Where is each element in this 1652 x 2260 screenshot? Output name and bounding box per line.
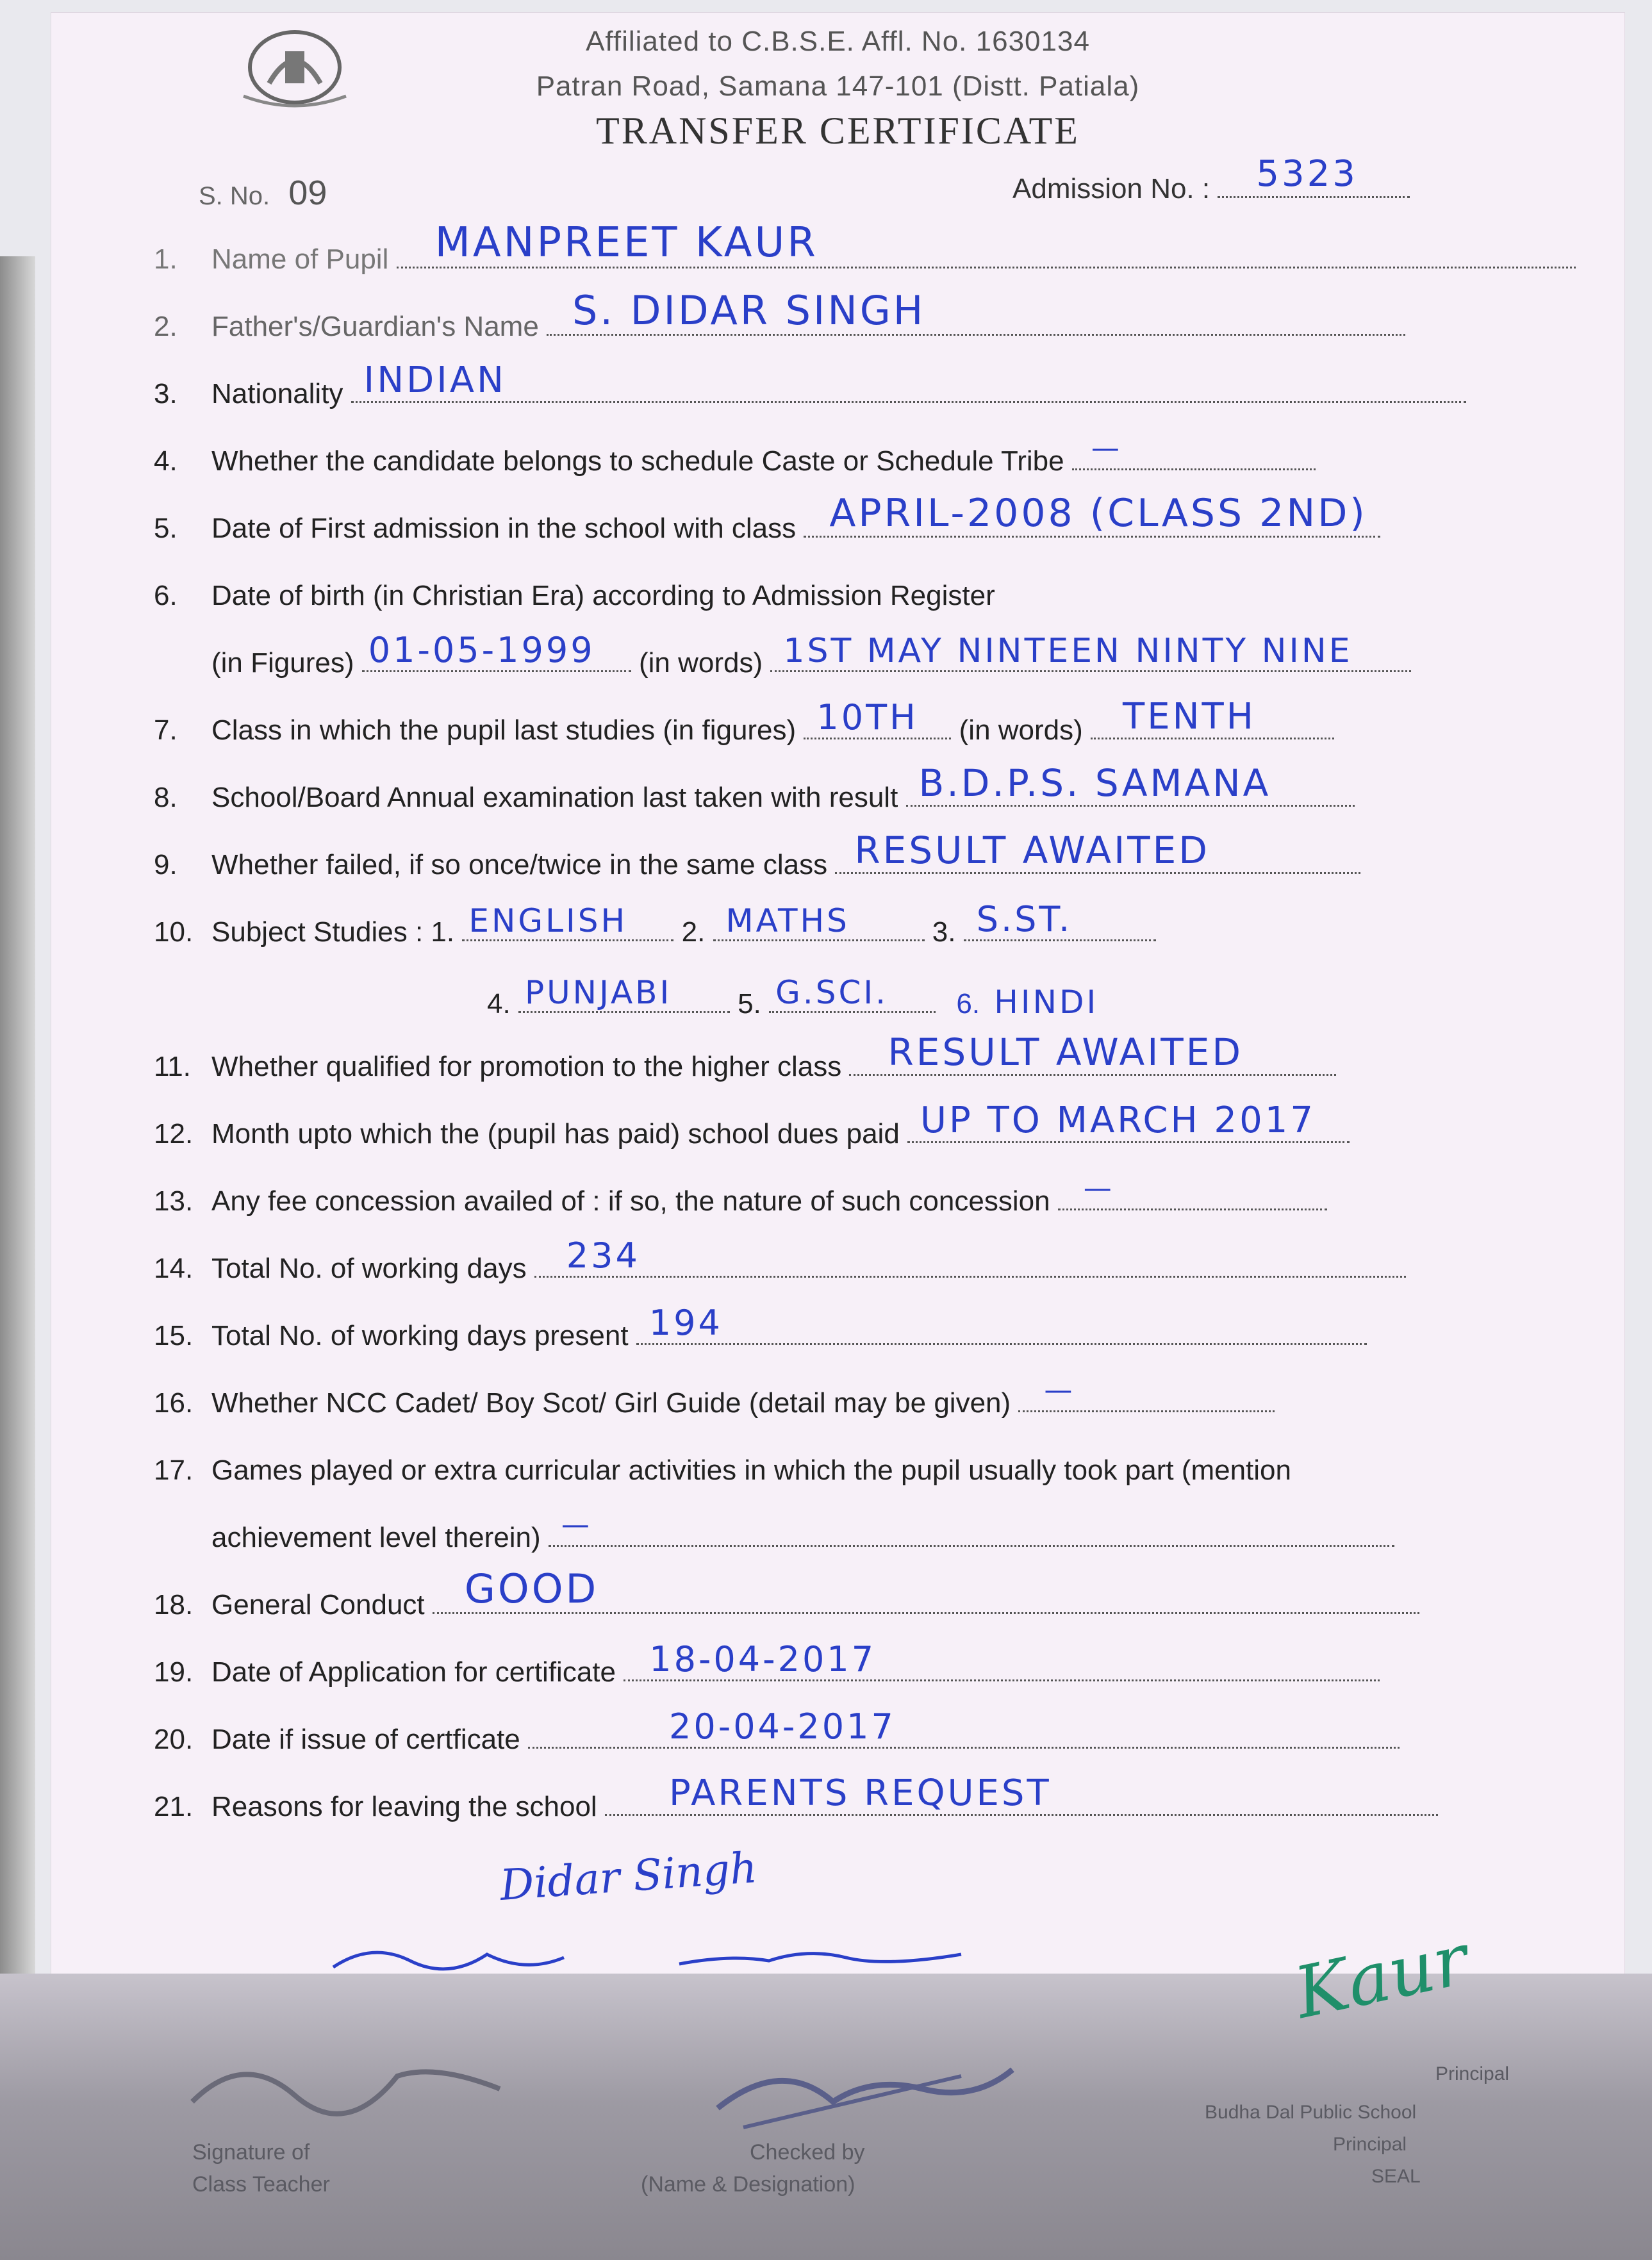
- field-label: Total No. of working days present: [211, 1320, 629, 1351]
- principal-signature: Kaur: [1287, 1918, 1475, 2034]
- class-teacher-label: Signature of: [192, 2140, 310, 2165]
- failed-value: RESULT AWAITED: [854, 829, 1210, 872]
- field-label: Date of First admission in the school with class: [211, 513, 797, 544]
- father-name-value: S. DIDAR SINGH: [572, 287, 926, 334]
- subject-1-value: ENGLISH: [468, 902, 628, 939]
- principal-stamp: Principal: [1333, 2134, 1407, 2155]
- field-row-concession: 13. Any fee concession availed of : if so, the nature of such concession —: [154, 1185, 1327, 1217]
- field-row-conduct: 18. General Conduct GOOD: [154, 1589, 1419, 1621]
- field-label: Games played or extra curricular activities in which the pupil usually took part (mention: [211, 1455, 1291, 1486]
- field-label: Class in which the pupil last studies (in figures): [211, 714, 797, 746]
- field-row-working-days: 14. Total No. of working days 234: [154, 1253, 1406, 1285]
- admission-field: [1218, 153, 1410, 198]
- subject-4-value: PUNJABI: [524, 974, 672, 1011]
- field-label: Whether qualified for promotion to the higher class: [211, 1051, 842, 1082]
- field-label: Subject Studies : 1.: [211, 916, 455, 948]
- field-label: Any fee concession availed of : if so, the nature of such concession: [211, 1185, 1050, 1217]
- promotion-value: RESULT AWAITED: [888, 1030, 1244, 1074]
- dob-words-value: 1ST MAY NINTEEN NINTY NINE: [783, 632, 1353, 670]
- field-row-ncc: 16. Whether NCC Cadet/ Boy Scot/ Girl Guide (detail may be given) —: [154, 1387, 1275, 1419]
- field-row-promotion: 11. Whether qualified for promotion to the higher class RESULT AWAITED: [154, 1051, 1336, 1083]
- dob-figures-value: 01-05-1999: [368, 630, 595, 670]
- field-row-exam: 8. School/Board Annual examination last taken with result B.D.P.S. SAMANA: [154, 782, 1355, 814]
- field-label: Date of birth (in Christian Era) according to Admission Register: [211, 580, 995, 611]
- serial-label: S. No.: [199, 182, 270, 210]
- certificate-page: [51, 13, 1624, 2243]
- ncc-value: —: [1044, 1374, 1075, 1406]
- field-row-subjects-2: 4. PUNJABI 5. G.SCI. 6. HINDI: [487, 974, 1099, 1021]
- subject-6-value: HINDI: [994, 984, 1099, 1021]
- days-present-value: 194: [648, 1303, 723, 1343]
- field-row-caste: 4. Whether the candidate belongs to schedule Caste or Schedule Tribe —: [154, 445, 1316, 477]
- subject-2-value: MATHS: [725, 902, 850, 939]
- affiliation-line: Affiliated to C.B.S.E. Affl. No. 1630134: [586, 26, 1090, 57]
- reason-value: PARENTS REQUEST: [668, 1772, 1052, 1814]
- field-label: Whether NCC Cadet/ Boy Scot/ Girl Guide (detail may be given): [211, 1387, 1011, 1419]
- checked-by-designation: (Name & Designation): [641, 2172, 855, 2197]
- field-label: (in Figures): [211, 647, 354, 679]
- field-label: Total No. of working days: [211, 1253, 527, 1284]
- field-label: Whether the candidate belongs to schedule Caste or Schedule Tribe: [211, 445, 1064, 477]
- seal-label: SEAL: [1371, 2166, 1421, 2187]
- subject-3-value: S.ST.: [976, 899, 1073, 939]
- field-row-reason: 21. Reasons for leaving the school PARENTS REQUEST: [154, 1791, 1438, 1823]
- field-label: Name of Pupil: [211, 243, 389, 275]
- working-days-value: 234: [566, 1235, 640, 1276]
- field-row-father: 2. Father's/Guardian's Name S. DIDAR SINGH: [154, 311, 1405, 343]
- field-label: Reasons for leaving the school: [211, 1791, 597, 1822]
- field-label: (in words): [638, 647, 763, 679]
- field-label: General Conduct: [211, 1589, 425, 1621]
- field-row-first-admission: 5. Date of First admission in the school with class APRIL-2008 (CLASS 2ND): [154, 513, 1380, 545]
- application-date-value: 18-04-2017: [649, 1639, 877, 1679]
- field-label: Father's/Guardian's Name: [211, 311, 539, 342]
- admission-label: Admission No. :: [1012, 173, 1210, 204]
- serial-number: [199, 173, 327, 213]
- exam-value: B.D.P.S. SAMANA: [918, 761, 1271, 805]
- nationality-value: INDIAN: [363, 359, 506, 401]
- field-row-failed: 9. Whether failed, if so once/twice in the same class RESULT AWAITED: [154, 849, 1360, 881]
- field-label: Month upto which the (pupil has paid) school dues paid: [211, 1118, 900, 1150]
- serial-value: 09: [288, 174, 327, 212]
- field-row-name: 1. Name of Pupil MANPREET KAUR: [154, 243, 1576, 276]
- admission-value: 5323: [1256, 153, 1358, 195]
- principal-label: Principal: [1435, 2063, 1510, 2084]
- scanned-footer-area: [0, 1918, 1652, 2260]
- last-class-words-value: TENTH: [1123, 696, 1256, 738]
- field-row-issue-date: 20. Date if issue of certficate 20-04-2017: [154, 1724, 1400, 1756]
- caste-value: —: [1091, 432, 1122, 465]
- dues-value: UP TO MARCH 2017: [920, 1100, 1316, 1141]
- pupil-name-value: MANPREET KAUR: [434, 219, 818, 267]
- field-label: Nationality: [211, 378, 343, 409]
- conduct-value: GOOD: [464, 1565, 599, 1612]
- field-row-dob: [154, 630, 1411, 679]
- field-row-games: [154, 1508, 1394, 1554]
- field-row-days-present: 15. Total No. of working days present 194: [154, 1320, 1367, 1352]
- checked-by-label: Checked by: [750, 2140, 865, 2165]
- field-row-last-class: 7. Class in which the pupil last studies (in figures) 10TH (in words) TENTH: [154, 714, 1334, 746]
- field-label: achievement level therein): [211, 1522, 541, 1553]
- first-admission-value: APRIL-2008 (CLASS 2ND): [829, 491, 1367, 536]
- games-value: —: [561, 1508, 592, 1541]
- address-line: Patran Road, Samana 147-101 (Distt. Patiala): [536, 70, 1140, 102]
- last-class-figures-value: 10TH: [816, 697, 918, 738]
- field-label: Date if issue of certficate: [211, 1724, 520, 1755]
- field-label: (in words): [959, 714, 1083, 746]
- handwritten-signature-note: Didar Singh: [498, 1843, 759, 1910]
- class-teacher-label-2: Class Teacher: [192, 2172, 330, 2197]
- field-label: Whether failed, if so once/twice in the same class: [211, 849, 828, 880]
- field-row-subjects-1: 10. Subject Studies : 1. ENGLISH 2. MATHS 3. S.ST.: [154, 916, 1156, 948]
- scan-shadow: [0, 256, 35, 2050]
- field-row-dob-heading: 6. Date of birth (in Christian Era) according to Admission Register: [154, 580, 995, 611]
- field-row-application-date: 19. Date of Application for certificate 18-04-2017: [154, 1656, 1380, 1688]
- admission-number: [1012, 153, 1410, 205]
- field-label: Date of Application for certificate: [211, 1656, 616, 1688]
- concession-value: —: [1083, 1172, 1114, 1205]
- field-row-nationality: 3. Nationality INDIAN: [154, 378, 1466, 410]
- subject-5-value: G.SCI.: [775, 974, 889, 1011]
- field-row-games-heading: 17. Games played or extra curricular activities in which the pupil usually took part (mention: [154, 1455, 1291, 1486]
- document-title: TRANSFER CERTIFICATE: [596, 110, 1080, 152]
- school-stamp: Budha Dal Public School: [1205, 2102, 1417, 2123]
- issue-date-value: 20-04-2017: [669, 1706, 896, 1747]
- field-label: School/Board Annual examination last taken with result: [211, 782, 898, 813]
- field-row-dues: 12. Month upto which the (pupil has paid) school dues paid UP TO MARCH 2017: [154, 1118, 1350, 1150]
